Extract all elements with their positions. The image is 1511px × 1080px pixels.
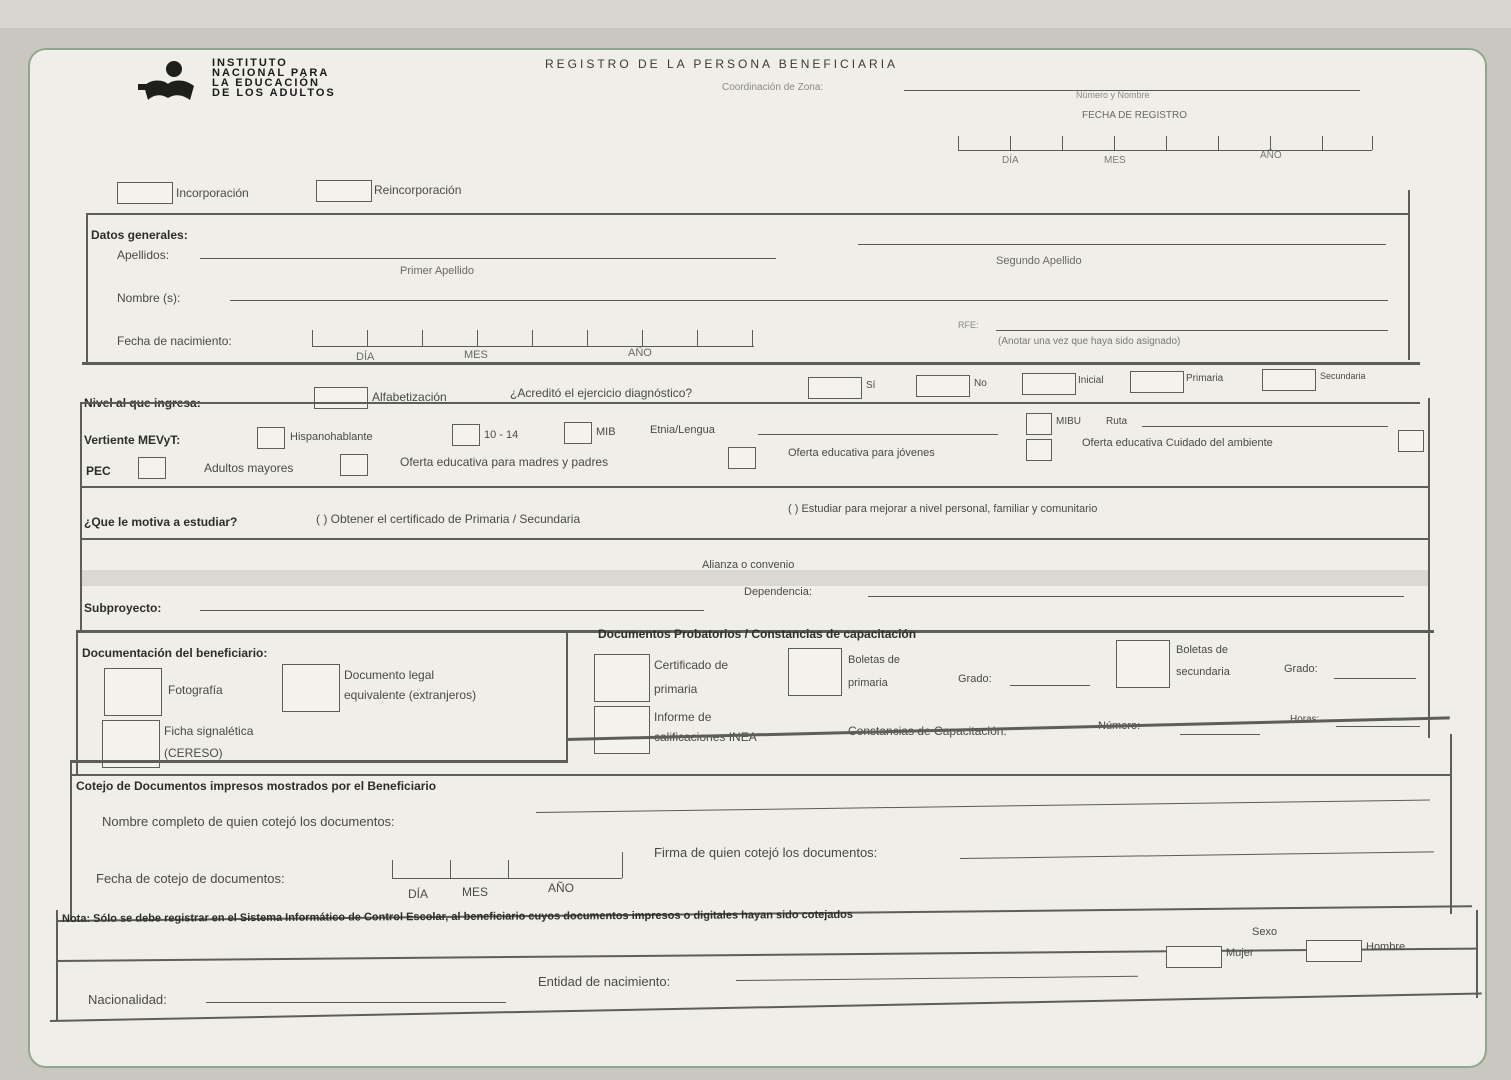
- legal-doc-label-2: equivalente (extranjeros): [344, 688, 477, 702]
- date-divider: [367, 330, 368, 346]
- date-divider: [1270, 136, 1271, 150]
- motivation-option-improve[interactable]: ( ) Estudiar para mejorar a nivel personal, familiar y comunitario: [788, 503, 1098, 515]
- pec-label: PEC: [86, 464, 111, 478]
- secondary-grades-label-1: Boletas de: [1176, 644, 1228, 656]
- secondary-checkbox[interactable]: [1262, 369, 1316, 391]
- date-divider: [1372, 136, 1373, 150]
- youth-offer-label: Oferta educativa para jóvenes: [788, 447, 935, 459]
- date-divider: [1010, 136, 1011, 150]
- legal-doc-label-1: Documento legal: [344, 668, 435, 682]
- vertiente-label: Vertiente MEVyT:: [84, 433, 181, 447]
- reincorporation-checkbox[interactable]: [316, 180, 372, 202]
- beneficiary-docs-title: Documentación del beneficiario:: [82, 646, 268, 660]
- ethnicity-label: Etnia/Lengua: [650, 424, 715, 436]
- coordination-label: Coordinación de Zona:: [722, 82, 824, 93]
- training-number-field[interactable]: [1180, 734, 1260, 735]
- training-label: Constancias de Capacitación:: [848, 724, 1007, 738]
- frame-left: [76, 630, 78, 774]
- diagnostic-question: ¿Acreditó el ejercicio diagnóstico?: [510, 386, 693, 400]
- date-divider: [312, 330, 313, 346]
- secondary-grades-label-2: secundaria: [1176, 666, 1230, 678]
- diagnostic-no-label: No: [974, 378, 987, 389]
- rfe-field[interactable]: [996, 330, 1388, 331]
- date-divider: [450, 860, 451, 878]
- female-checkbox[interactable]: [1166, 946, 1222, 968]
- alliance-band: [82, 570, 1428, 586]
- second-surname-label: Segundo Apellido: [996, 255, 1082, 267]
- literacy-checkbox[interactable]: [314, 387, 368, 409]
- motivation-question: ¿Que le motiva a estudiar?: [84, 515, 238, 529]
- section-divider: [82, 362, 1420, 365]
- date-divider: [622, 852, 623, 878]
- incorporation-label: Incorporación: [176, 186, 249, 200]
- verifier-name-label: Nombre completo de quien cotejó los documentos:: [102, 814, 395, 829]
- secondary-grade-label: Grado:: [1284, 663, 1318, 675]
- route-label: Ruta: [1106, 416, 1128, 427]
- birth-day-label: DÍA: [356, 351, 375, 363]
- proof-docs-title: Documentos Probatorios / Constancias de capacitación: [598, 627, 917, 641]
- verification-month-label: MES: [462, 885, 489, 899]
- frame-left: [86, 213, 88, 363]
- institute-name: [212, 58, 336, 98]
- frame-right: [1450, 734, 1452, 914]
- section-divider: [80, 486, 1430, 488]
- institute-name-line: DE LOS ADULTOS: [212, 87, 336, 99]
- subproject-label: Subproyecto:: [84, 601, 162, 615]
- date-divider: [1218, 136, 1219, 150]
- primary-checkbox[interactable]: [1130, 371, 1184, 393]
- nationality-field[interactable]: [206, 1002, 506, 1003]
- birth-month-label: MES: [464, 349, 488, 361]
- institute-name-line: INSTITUTO: [212, 57, 288, 69]
- signature-label: Firma de quien cotejó los documentos:: [654, 845, 878, 860]
- id-card-label-1: Ficha signalética: [164, 724, 254, 738]
- male-label: Hombre: [1366, 941, 1406, 953]
- mib-label: MIB: [596, 426, 616, 438]
- youth-offer-checkbox[interactable]: [1026, 439, 1052, 461]
- birthdate-label: Fecha de nacimiento:: [117, 334, 232, 348]
- dependency-field[interactable]: [868, 596, 1404, 597]
- birthdate-field[interactable]: [312, 346, 754, 347]
- literacy-label: Alfabetización: [372, 390, 447, 404]
- sex-label: Sexo: [1252, 926, 1278, 938]
- registration-date-field[interactable]: [958, 150, 1372, 151]
- second-surname-field[interactable]: [858, 244, 1386, 245]
- parents-offer-checkbox[interactable]: [728, 447, 756, 469]
- diagnostic-yes-checkbox[interactable]: [808, 377, 862, 399]
- training-number-label: Número:: [1098, 720, 1141, 732]
- primary-grades-label-2: primaria: [848, 677, 888, 689]
- frame-top: [86, 213, 1410, 215]
- form-title: REGISTRO DE LA PERSONA BENEFICIARIA: [545, 57, 899, 71]
- date-divider: [392, 860, 393, 878]
- older-adults-checkbox[interactable]: [340, 454, 368, 476]
- section-divider: [82, 402, 1420, 404]
- verification-date-field[interactable]: [392, 878, 622, 879]
- female-label: Mujer: [1226, 947, 1254, 959]
- mibu-label: MIBU: [1056, 416, 1081, 427]
- inea-report-label-2: calificaciones INEA: [654, 730, 757, 744]
- coordination-sublabel: Número y Nombre: [1076, 90, 1150, 100]
- motivation-option-certificate[interactable]: ( ) Obtener el certificado de Primaria / Secundaria: [316, 512, 581, 526]
- certificate-label-2: primaria: [654, 682, 698, 696]
- date-divider: [752, 330, 753, 346]
- training-hours-label: Horas:: [1290, 714, 1320, 725]
- inea-logo-icon: [138, 60, 198, 106]
- level-label: Nivel al que ingresa:: [84, 396, 201, 410]
- primary-grade-field[interactable]: [1010, 685, 1090, 686]
- verification-day-label: DÍA: [408, 887, 429, 901]
- birth-entity-label: Entidad de nacimiento:: [538, 974, 671, 989]
- id-card-label-2: (CERESO): [164, 746, 223, 760]
- hispanohablante-checkbox[interactable]: [257, 427, 285, 449]
- section-divider: [70, 774, 1450, 776]
- verification-date-label: Fecha de cotejo de documentos:: [96, 871, 285, 886]
- date-divider: [508, 860, 509, 878]
- incorporation-checkbox[interactable]: [117, 182, 173, 204]
- registration-note: Nota: Sólo se debe registrar en el Sistema Informático de Control Escolar, al beneficiario cuyos documentos impresos o digitales hayan sido cotejados: [61, 908, 854, 925]
- date-divider: [532, 330, 533, 346]
- pec-checkbox[interactable]: [138, 457, 166, 479]
- dependency-label: Dependencia:: [744, 586, 812, 598]
- date-divider: [642, 330, 643, 346]
- certificate-checkbox[interactable]: [594, 654, 650, 702]
- date-divider: [1114, 136, 1115, 150]
- reincorporation-label: Reincorporación: [374, 183, 462, 197]
- date-divider: [477, 330, 478, 346]
- rfe-note: (Anotar una vez que haya sido asignado): [998, 336, 1181, 347]
- section-divider: [70, 760, 568, 763]
- institute-name-line: LA EDUCACIÓN: [212, 77, 320, 89]
- older-adults-label: Adultos mayores: [204, 461, 294, 475]
- environment-offer-checkbox[interactable]: [1398, 430, 1424, 452]
- rfe-label: RFE:: [958, 320, 979, 330]
- frame-left: [80, 402, 82, 632]
- legal-doc-checkbox[interactable]: [282, 664, 340, 712]
- secondary-grade-field[interactable]: [1334, 678, 1416, 679]
- first-surname-field[interactable]: [200, 258, 776, 259]
- date-divider: [958, 136, 959, 150]
- photo-checkbox[interactable]: [104, 668, 162, 716]
- initial-checkbox[interactable]: [1022, 373, 1076, 395]
- date-divider: [697, 330, 698, 346]
- hispanohablante-label: Hispanohablante: [290, 431, 373, 443]
- institute-name-line: NACIONAL PARA: [212, 67, 330, 79]
- name-label: Nombre (s):: [117, 291, 181, 305]
- inea-report-label-1: Informe de: [654, 710, 712, 724]
- male-checkbox[interactable]: [1306, 940, 1362, 962]
- section-divider: [80, 538, 1430, 540]
- inea-report-checkbox[interactable]: [594, 706, 650, 754]
- reg-month-label: MES: [1104, 155, 1126, 166]
- frame-right: [1428, 398, 1430, 738]
- background-strip: [0, 0, 1511, 28]
- secondary-label: Secundaria: [1320, 371, 1366, 381]
- ethnicity-field[interactable]: [758, 434, 998, 435]
- date-divider: [1062, 136, 1063, 150]
- date-divider: [422, 330, 423, 346]
- date-divider: [587, 330, 588, 346]
- primary-grades-label-1: Boletas de: [848, 654, 900, 666]
- mibu-checkbox[interactable]: [1026, 413, 1052, 435]
- birth-year-label: AÑO: [628, 347, 652, 359]
- primary-grades-checkbox[interactable]: [788, 648, 842, 696]
- registration-date-label: FECHA DE REGISTRO: [1082, 110, 1188, 121]
- surnames-label: Apellidos:: [117, 248, 170, 262]
- general-section-title: Datos generales:: [91, 228, 188, 242]
- frame-right: [1408, 190, 1410, 360]
- date-divider: [1166, 136, 1167, 150]
- mib-checkbox[interactable]: [564, 422, 592, 444]
- diagnostic-no-checkbox[interactable]: [916, 375, 970, 397]
- age-range-label: 10 - 14: [484, 429, 519, 441]
- age-range-checkbox[interactable]: [452, 424, 480, 446]
- verification-title: Cotejo de Documentos impresos mostrados por el Beneficiario: [76, 779, 437, 793]
- photo-label: Fotografía: [168, 683, 223, 697]
- training-hours-field[interactable]: [1336, 726, 1420, 727]
- name-field[interactable]: [230, 300, 1388, 301]
- route-field[interactable]: [1142, 426, 1388, 427]
- environment-offer-label: Oferta educativa Cuidado del ambiente: [1082, 437, 1273, 449]
- nationality-label: Nacionalidad:: [88, 992, 167, 1007]
- frame-left: [56, 910, 58, 1020]
- certificate-label-1: Certificado de: [654, 658, 729, 672]
- subproject-field[interactable]: [200, 610, 704, 611]
- parents-offer-label: Oferta educativa para madres y padres: [400, 455, 609, 469]
- primary-label: Primaria: [1186, 373, 1224, 384]
- initial-label: Inicial: [1078, 375, 1104, 386]
- frame-left: [70, 760, 72, 920]
- frame-right: [1476, 910, 1478, 998]
- date-divider: [1322, 136, 1323, 150]
- first-surname-label: Primer Apellido: [400, 265, 474, 277]
- diagnostic-yes-label: Sí: [866, 380, 876, 391]
- verification-year-label: AÑO: [548, 881, 575, 895]
- reg-year-label: AÑO: [1260, 150, 1282, 161]
- alliance-title: Alianza o convenio: [702, 559, 795, 571]
- reg-day-label: DÍA: [1002, 155, 1019, 166]
- primary-grade-label: Grado:: [958, 673, 992, 685]
- secondary-grades-checkbox[interactable]: [1116, 640, 1170, 688]
